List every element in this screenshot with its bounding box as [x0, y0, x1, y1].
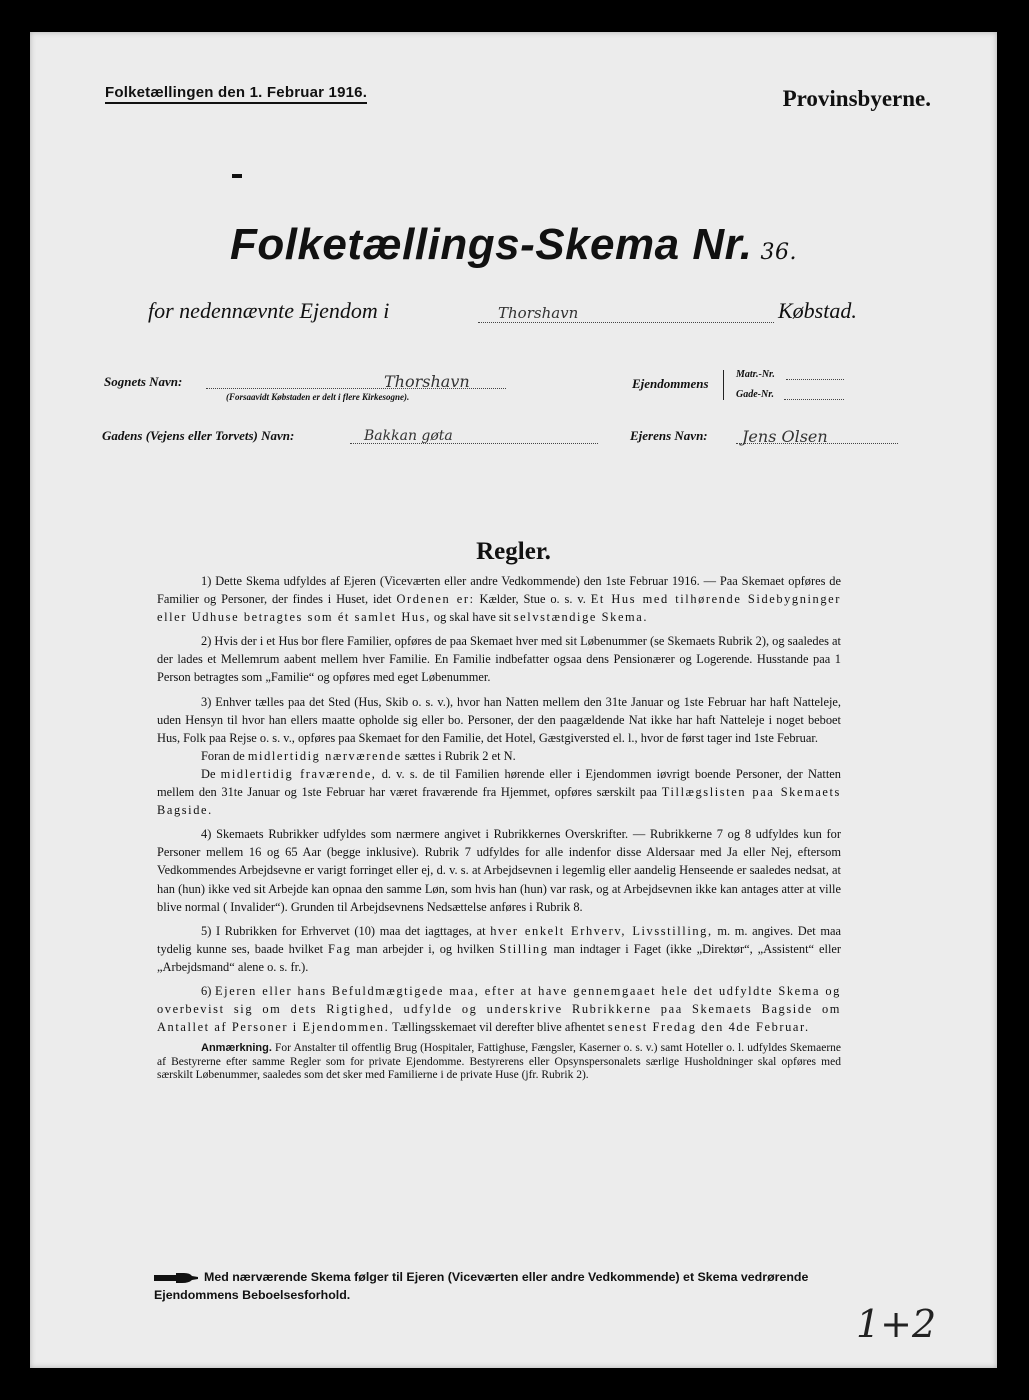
rule-5-g: man indtager i Faget (ikke „Direktør“, „Assistent“ eller „Arbejdsmand“ alene o. s. fr.).: [157, 941, 842, 974]
street-number-line: [784, 388, 844, 400]
rule-6-d: senest Fredag den 4de Februar.: [607, 1020, 810, 1035]
parish-value: Thorshavn: [384, 372, 470, 391]
rule-1-text-b: Ordenen er:: [396, 592, 475, 607]
census-form-page: [30, 32, 997, 1368]
street-line: [350, 427, 598, 444]
rule-4: 4) Skemaets Rubrikker udfyldes som nærmere angivet i Rubrikkernes Overskrifter. — Rubrikkerne 7 og 8 udfyldes kun for Personer mellem 16 og 65 Aar (begge inklusive). Rubrik 7 udfyldes for alle indenfor disse Aldersaar med Ja eller Nej, eftersom Vedkommendes Arbejdsevne er varigt forringet eller ej, d. v. s. at Arbejdsevnen i legemlig eller aandelig Henseende er saaledes nedsat, at han (hun) ikke ved sit Arbejde kan opnaa den samme Løn, som hvis han (hun) var rask, og at Arbejdsevnen ikke kan antages atter at ville blive normal ( Invalider“). Grunden til Arbejdsevnens Nedsættelse anføres i Rubrik 8.: [157, 827, 841, 914]
rule-5-a: 5) I Rubrikken for Erhvervet (10) maa det iagttages, at: [201, 923, 486, 938]
town-line: [478, 304, 774, 323]
remark-label: Anmærkning.: [201, 1042, 272, 1055]
rule-5: [157, 922, 841, 976]
rule-3-absent: [157, 765, 841, 819]
rule-6-b: Ejeren eller hans Befuldmægtigede maa, efter at have gennemgaaet hele det udfyldte Skema og overbevist sig om dets Rigtighed, udfylde og underskrive Rubrikkerne paa Skemaets Bagside om Antallet af Personer i Ejendommen.: [157, 983, 841, 1035]
parish-note: (Forsaavidt Købstaden er delt i flere Kirkesogne).: [226, 392, 410, 402]
rule-3-present-c: sættes i Rubrik 2 et N.: [404, 748, 516, 763]
region-header: Provinsbyerne.: [782, 86, 931, 111]
rule-5-b: hver enkelt Erhverv, Livsstilling,: [490, 923, 713, 938]
street-label: Gadens (Vejens eller Torvets) Navn:: [102, 428, 295, 443]
parish-label: Sognets Navn:: [104, 374, 183, 389]
property-label: Ejendommens: [632, 376, 709, 391]
form-title: [30, 220, 997, 270]
dash-mark: [232, 174, 242, 178]
rule-1-text-a: 1) Dette Skema udfyldes af Ejeren (Viceværten eller andre Vedkommende) den 1ste Februar 1916. — Paa Skemaet opføres de Familier og Personer, der findes i Huset, idet: [157, 574, 841, 607]
rule-3-present: [157, 747, 841, 765]
street-value: Bakkan gøta: [364, 428, 453, 444]
rule-6-a: 6): [201, 983, 212, 998]
rule-3-present-b: midlertidig nærværende: [247, 748, 402, 763]
rule-5-f: Stilling: [499, 941, 549, 956]
remark-text: For Anstalter til offentlig Brug (Hospitaler, Fattighuse, Fængsler, Kaserner o. s. v.) samt Hoteller o. l. udfyldes Skemaerne af Bestyrerne efter samme Regler som for private Ejendomme. Bestyrerens eller Opsynspersonalets særlige Husholdninger skal opføres med særskilt Løbenummer, saaledes som det sker med Familierne i de private Huse (jfr. Rubrik 2).: [157, 1042, 842, 1082]
rule-1: [157, 572, 841, 626]
street-number-label: Gade-Nr.: [736, 389, 775, 400]
pointing-hand-icon: [154, 1272, 198, 1284]
rules-heading: Regler.: [476, 538, 551, 565]
remark: [157, 1042, 841, 1083]
census-date-header: Folketællingen den 1. Februar 1916.: [105, 84, 367, 104]
rule-3-absent-b: midlertidig fraværende,: [220, 766, 377, 781]
subtitle-prefix: for nedennævnte Ejendom i: [148, 298, 390, 323]
matr-label: Matr.-Nr.: [736, 369, 775, 380]
town-value: Thorshavn: [498, 304, 579, 322]
rule-5-e: man arbejder i, og hvilken: [356, 941, 495, 956]
rule-3: 3) Enhver tælles paa det Sted (Hus, Skib o. s. v.), hvor han Natten mellem den 31te Januar og 1ste Februar har haft Natteleje, uden Hensyn til hvor han ellers maatte opholde sig eller bo. Personer, der den paagældende Nat ikke har haft Natteleje i noget beboet Hus, Folk paa Rejse o. s. v., opføres paa Skemaet for den Familie, det Hotel, Gæstgiversted el. l., hvor de først tager ind 1ste Februar.: [157, 694, 841, 745]
rule-6: [157, 982, 841, 1036]
rule-6-c: Tællingsskemaet vil derefter blive afhentet: [392, 1020, 605, 1035]
rule-2: 2) Hvis der i et Hus bor flere Familier, opføres de paa Skemaet hver med sit Løbenummer (se Skemaets Rubrik 2), og saaledes at der lades et Mellemrum aabent mellem hver Familie. En Familie indbefatter ogsaa dens Pensionærer og Logerende. Husstande paa 1 Person betragtes som „Familie“ og opføres med eget Løbenummer.: [157, 634, 841, 685]
rule-3-absent-d: Tillægslisten paa Skemaets Bagside.: [157, 785, 841, 818]
rule-3-absent-a: De: [201, 766, 216, 781]
rule-3-present-a: Foran de: [201, 748, 245, 763]
matr-line: [786, 368, 844, 380]
footer-note: [154, 1268, 844, 1304]
rules-body: [157, 572, 841, 1089]
rule-5-c: m. m. angives. Det maa tydelig kunne ses, baade hvilket: [157, 923, 841, 956]
subtitle-suffix: Købstad.: [778, 298, 857, 323]
footer-text: Med nærværende Skema følger til Ejeren (Viceværten eller andre Vedkommende) et Skema vedrørende Ejendommens Beboelsesforhold.: [154, 1270, 809, 1302]
rule-1-text-f: selvstændige Skema.: [513, 610, 649, 625]
brace-mark: [723, 370, 726, 400]
form-title-text: Folketællings-Skema Nr.: [229, 220, 753, 269]
corner-handwritten-number: 1+2: [856, 1302, 937, 1346]
rule-3-absent-c: d. v. s. de til Familien hørende eller i Ejendommen iøvrigt boende Personer, der Natten mellem den 31te Januar og 1ste Februar har været fraværende fra Hjemmet, opføres særskilt paa: [157, 766, 841, 800]
rule-1-text-c: Kælder, Stue o. s. v.: [479, 592, 586, 607]
form-number: 36.: [760, 240, 798, 265]
rule-5-d: Fag: [328, 941, 352, 956]
owner-value: Jens Olsen: [742, 427, 828, 446]
owner-label: Ejerens Navn:: [630, 428, 708, 443]
rule-1-text-d: Et Hus med tilhørende Sidebygninger eller Udhuse betragtes som ét samlet Hus,: [157, 592, 841, 625]
parish-line: [206, 372, 506, 389]
owner-line: [736, 427, 898, 444]
rule-1-text-e: og skal have sit: [433, 610, 511, 625]
